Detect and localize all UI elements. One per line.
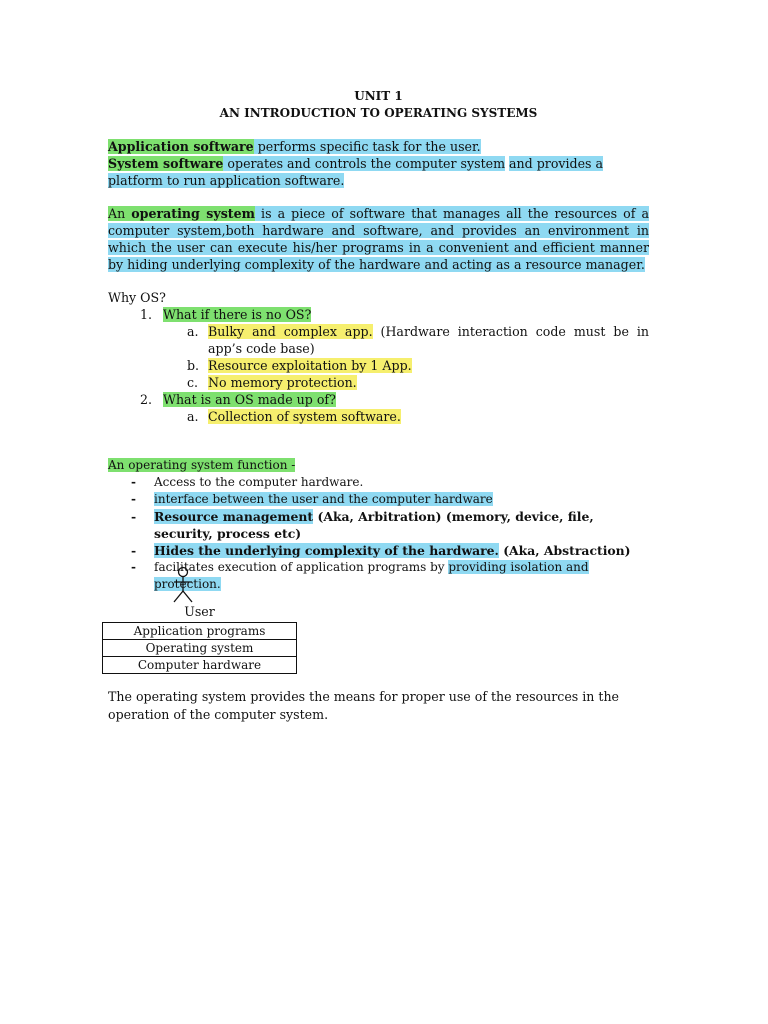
question-os-made-of: What is an OS made up of? (163, 392, 336, 407)
list-item: 2. What is an OS made up of? a. Collection of system software. (108, 391, 649, 425)
app-software-desc: performs specific task for the user. (253, 139, 481, 154)
list-item: 1. What if there is no OS? a. Bulky and complex app. (Hardware interaction code must be in app’s code base) b. Resource exploitation by 1 App. c. No memory protection. (140, 307, 650, 390)
unit-heading: UNIT 1 (354, 89, 403, 103)
list-item: - Resource management (Aka, Arbitration) (memory, device, file, security, process etc) (131, 509, 594, 541)
layer-operating-system: Operating system (103, 639, 296, 656)
list-item: c. No memory protection. (187, 375, 357, 390)
document-body (108, 88, 649, 593)
list-item: a. Collection of system software. (187, 409, 401, 424)
closing-paragraph: The operating system provides the means for proper use of the resources in the operation of the computer system. (108, 689, 620, 722)
functions-heading: An operating system function - (108, 458, 296, 472)
system-software-desc-1: operates and controls the computer system (223, 156, 506, 171)
os-def-prefix: An (108, 206, 132, 221)
layer-application-programs: Application programs (133, 624, 266, 638)
why-os-list (108, 306, 649, 425)
why-os-heading: Why OS? (108, 290, 166, 305)
list-item: - interface between the user and the computer hardware (131, 492, 493, 506)
list-item: - Hides the underlying complexity of the hardware. (Aka, Abstraction) (131, 543, 631, 558)
user-stick-figure-icon (170, 566, 196, 604)
os-term: operating system (131, 206, 255, 221)
app-software-term: Application software (108, 139, 254, 154)
system-software-term: System software (108, 156, 224, 171)
page-title: AN INTRODUCTION TO OPERATING SYSTEMS (219, 106, 538, 120)
no-os-sublist (163, 323, 649, 391)
layer-computer-hardware: Computer hardware (103, 656, 296, 673)
list-item: b. Resource exploitation by 1 App. (187, 358, 412, 373)
question-no-os: What if there is no OS? (163, 307, 312, 322)
os-made-of-sublist (163, 408, 649, 425)
list-item: a. Bulky and complex app. (Hardware interaction code must be in app’s code base) (187, 324, 650, 356)
system-software-definition (108, 155, 649, 189)
os-definition (108, 205, 649, 273)
os-def-text: is a piece of software that manages all the resources of a computer system,both hardware and software, and provides an environment in which the user can execute his/her programs in a convenient and efficient manner by hiding underlying complexity of the hardware and acting as a resource manager. (108, 206, 649, 272)
list-item: - Access to the computer hardware. (131, 475, 364, 489)
system-software-desc-2: and provides a platform to run application software. (108, 156, 604, 188)
layer-stack (102, 622, 297, 674)
app-software-definition (108, 138, 649, 155)
list-item: - facilitates execution of application programs by providing isolation and protection. (131, 560, 589, 591)
user-label: User (184, 604, 215, 619)
